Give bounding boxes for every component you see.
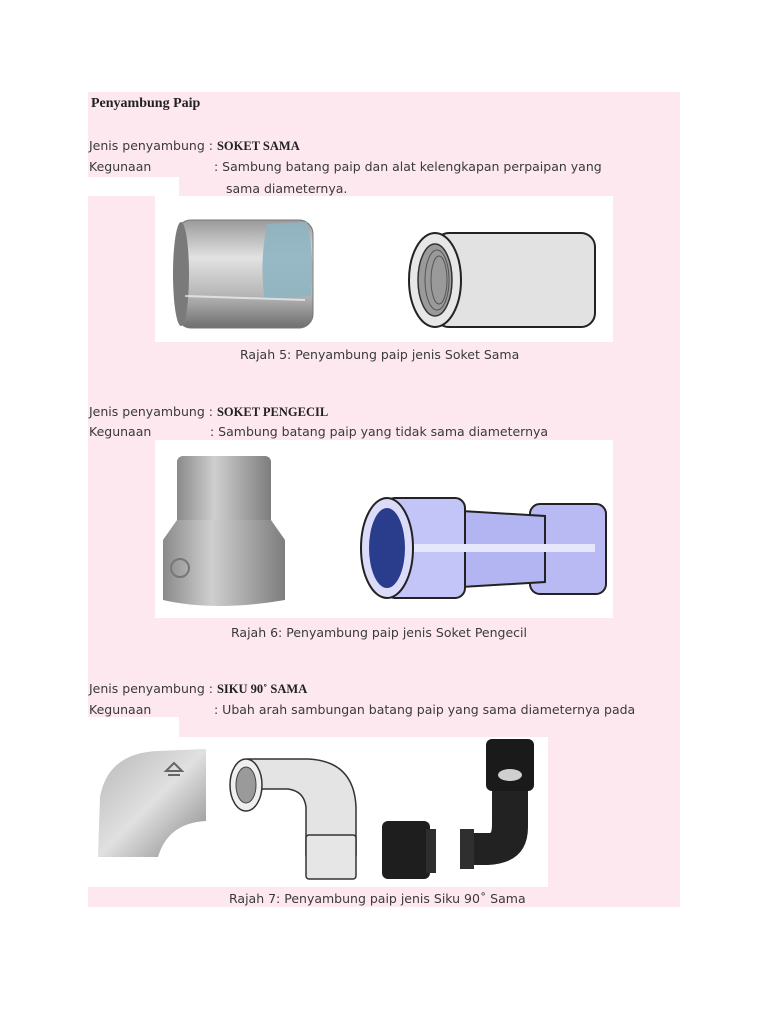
socket-illustrations bbox=[155, 196, 613, 342]
socket-drawing bbox=[409, 233, 595, 327]
use-text: : Sambung batang paip dan alat kelengkapan perpaipan yang bbox=[214, 159, 602, 174]
use-label: Kegunaan bbox=[89, 702, 152, 717]
type-value: SIKU 90˚ SAMA bbox=[216, 682, 308, 696]
page-title: Penyambung Paip bbox=[91, 96, 201, 111]
section-2-type-row bbox=[89, 404, 328, 420]
plastic-fittings bbox=[382, 739, 534, 879]
figure-5-image bbox=[155, 196, 613, 342]
type-value: SOKET PENGECIL bbox=[216, 405, 329, 419]
galvanized-socket bbox=[173, 220, 313, 328]
elbow-illustrations bbox=[88, 737, 548, 887]
reducer-drawing bbox=[361, 498, 606, 598]
figure-5-caption: Rajah 5: Penyambung paip jenis Soket Sama bbox=[240, 347, 520, 362]
use-label: Kegunaan bbox=[89, 159, 152, 174]
section-1-type-row bbox=[89, 138, 300, 154]
white-cover-strip bbox=[88, 177, 179, 196]
section-3-type-row bbox=[89, 681, 307, 697]
type-label: Jenis penyambung bbox=[89, 138, 205, 153]
galvanized-elbow bbox=[98, 749, 206, 857]
type-value: SOKET SAMA bbox=[216, 139, 300, 153]
use-label: Kegunaan bbox=[89, 424, 152, 439]
elbow-drawing bbox=[230, 759, 356, 879]
reducer-illustrations bbox=[155, 440, 613, 618]
type-label: Jenis penyambung bbox=[89, 681, 205, 696]
use-text: : Sambung batang paip yang tidak sama diameternya bbox=[210, 424, 549, 439]
figure-7-image bbox=[88, 737, 548, 887]
figure-6-image bbox=[155, 440, 613, 618]
type-label: Jenis penyambung bbox=[89, 404, 205, 419]
figure-6-caption: Rajah 6: Penyambung paip jenis Soket Pengecil bbox=[231, 625, 527, 640]
galvanized-reducer bbox=[163, 456, 285, 606]
figure-7-caption: Rajah 7: Penyambung paip jenis Siku 90˚ Sama bbox=[229, 891, 526, 906]
white-cover-strip bbox=[88, 717, 179, 737]
colon: : bbox=[208, 404, 213, 419]
use-text-continued: sama diameternya. bbox=[226, 181, 348, 196]
colon: : bbox=[208, 681, 213, 696]
colon: : bbox=[208, 138, 213, 153]
use-text: : Ubah arah sambungan batang paip yang sama diameternya pada bbox=[214, 702, 636, 717]
